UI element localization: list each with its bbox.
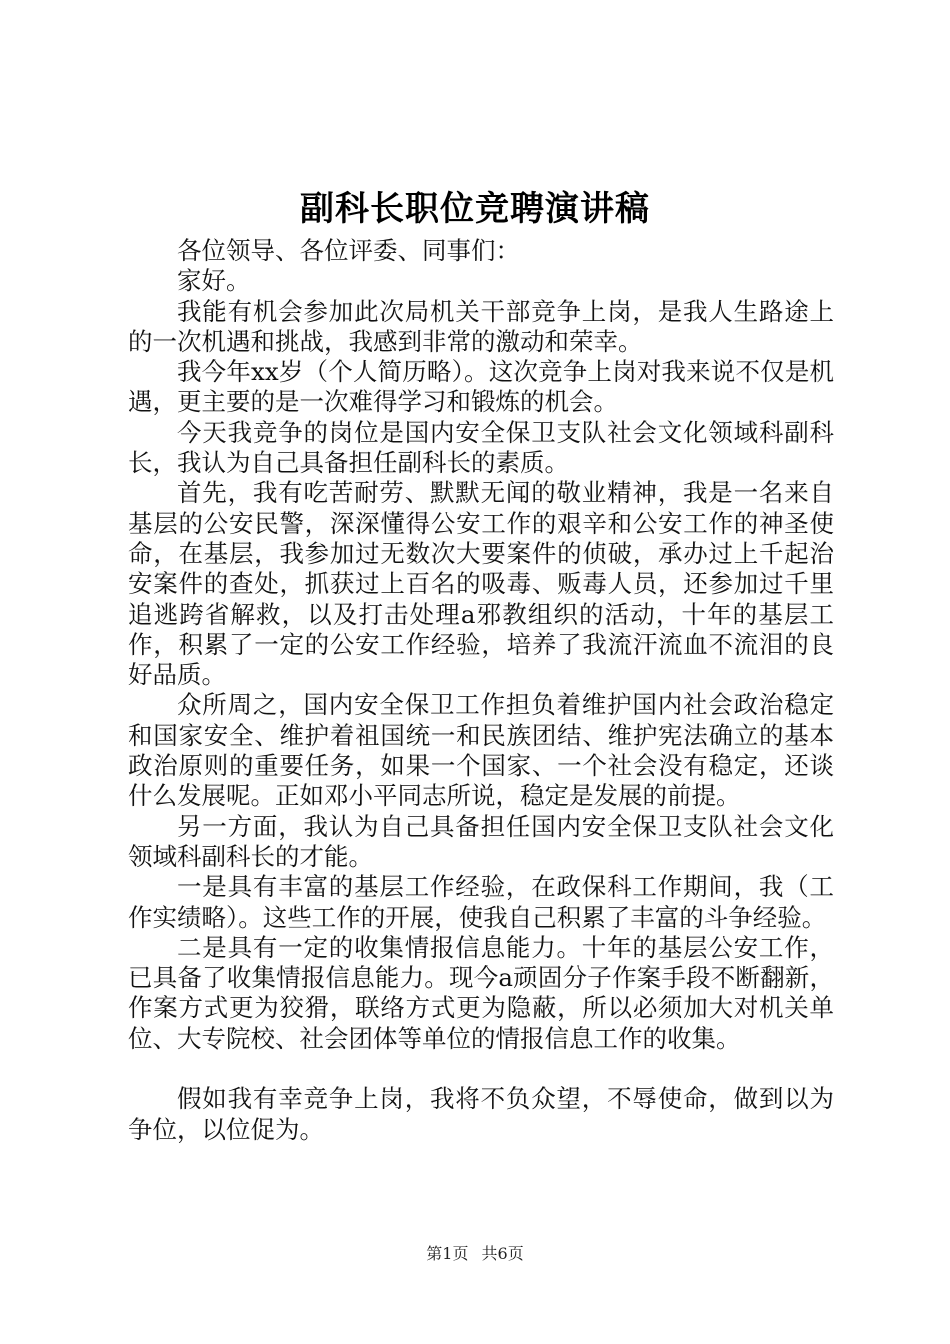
paragraph-closing: 假如我有幸竞争上岗，我将不负众望，不辱使命，做到以为争位，以位促为。 xyxy=(128,1084,834,1144)
paragraph: 众所周之，国内安全保卫工作担负着维护国内社会政治稳定和国家安全、维护着祖国统一和民族团结、维护宪法确立的基本政治原则的重要任务，如果一个国家、一个社会没有稳定，还谈什么发展呢。正如邓小平同志所说，稳定是发展的前提。 xyxy=(128,690,834,811)
document-body xyxy=(128,236,834,1145)
paragraph: 我今年xx岁（个人简历略）。这次竞争上岗对我来说不仅是机遇，更主要的是一次难得学习和锻炼的机会。 xyxy=(128,357,834,417)
blank-line xyxy=(128,1054,834,1084)
paragraph: 我能有机会参加此次局机关干部竞争上岗，是我人生路途上的一次机遇和挑战，我感到非常的激动和荣幸。 xyxy=(128,296,834,356)
page-total: 共6页 xyxy=(481,1244,524,1263)
paragraph: 一是具有丰富的基层工作经验，在政保科工作期间，我（工作实绩略）。这些工作的开展，使我自己积累了丰富的斗争经验。 xyxy=(128,872,834,932)
page-number: 第1页 xyxy=(426,1244,469,1263)
paragraph: 另一方面，我认为自己具备担任国内安全保卫支队社会文化领域科副科长的才能。 xyxy=(128,811,834,871)
paragraph-greeting: 家好。 xyxy=(177,266,251,296)
paragraph: 首先，我有吃苦耐劳、默默无闻的敬业精神，我是一名来自基层的公安民警，深深懂得公安工作的艰辛和公安工作的神圣使命，在基层，我参加过无数次大要案件的侦破，承办过上千起治安案件的查处，抓获过上百名的吸毒、贩毒人员，还参加过千里追逃跨省解救，以及打击处理a邪教组织的活动，十年的基层工作，积累了一定的公安工作经验，培养了我流汗流血不流泪的良好品质。 xyxy=(128,478,834,690)
paragraph: 今天我竞争的岗位是国内安全保卫支队社会文化领域科副科长，我认为自己具备担任副科长的素质。 xyxy=(128,417,834,478)
paragraph: 二是具有一定的收集情报信息能力。十年的基层公安工作，已具备了收集情报信息能力。现今a顽固分子作案手段不断翻新，作案方式更为狡猾，联络方式更为隐蔽，所以必须加大对机关单位、大专院校、社会团体等单位的情报信息工作的收集。 xyxy=(128,932,834,1053)
page-footer xyxy=(0,1243,950,1265)
paragraph-salutation: 各位领导、各位评委、同事们： xyxy=(177,236,520,265)
document-title: 副科长职位竞聘演讲稿 xyxy=(300,189,650,229)
